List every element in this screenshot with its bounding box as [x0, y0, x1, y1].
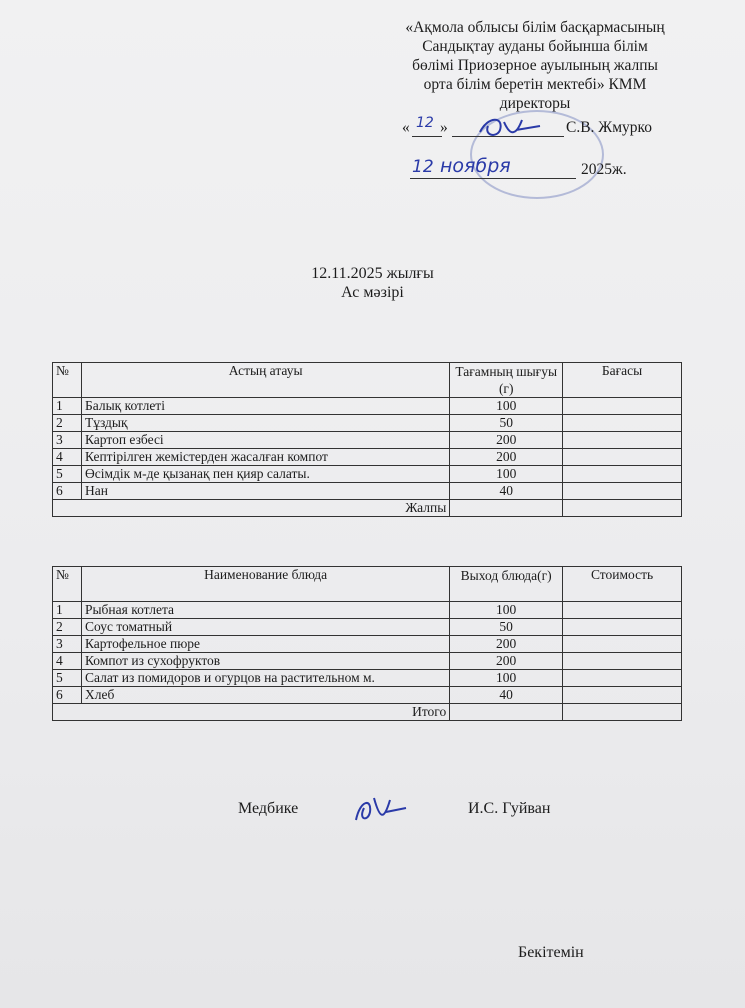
column-header: №	[53, 567, 82, 602]
dish-quantity: 100	[450, 670, 563, 687]
dish-quantity: 50	[450, 415, 563, 432]
total-label: Итого	[53, 704, 450, 721]
row-number: 5	[53, 466, 82, 483]
dish-name: Кептірілген жемістерден жасалған компот	[81, 449, 449, 466]
dish-price	[563, 483, 682, 500]
table-row	[53, 398, 682, 415]
dish-quantity: 200	[450, 449, 563, 466]
dish-name: Компот из сухофруктов	[81, 653, 449, 670]
total-quantity	[450, 704, 563, 721]
total-price	[563, 500, 682, 517]
column-header: №	[53, 363, 82, 398]
table-row	[53, 653, 682, 670]
dish-quantity: 200	[450, 653, 563, 670]
table-row	[53, 602, 682, 619]
dish-price	[563, 466, 682, 483]
table-row	[53, 415, 682, 432]
dish-name: Картоп езбесі	[81, 432, 449, 449]
dish-quantity: 40	[450, 483, 563, 500]
column-header: Выход блюда(г)	[450, 567, 563, 602]
approval-line: бөлімі Приозерное ауылының жалпы	[412, 57, 658, 74]
approval-line: орта білім беретін мектебі» КММ	[423, 76, 647, 93]
year-suffix: 2025ж.	[581, 161, 627, 178]
approval-footer: Бекітемін	[518, 944, 584, 961]
approval-line: «Ақмола облысы білім басқармасының	[405, 19, 665, 36]
column-header: Наименование блюда	[81, 567, 449, 602]
row-number: 1	[53, 602, 82, 619]
dish-name: Салат из помидоров и огурцов на растительном м.	[81, 670, 449, 687]
table-row	[53, 432, 682, 449]
dish-name: Картофельное пюре	[81, 636, 449, 653]
row-number: 3	[53, 636, 82, 653]
nurse-signature-image	[350, 790, 410, 830]
dish-price	[563, 415, 682, 432]
dish-price	[563, 449, 682, 466]
table-row	[53, 449, 682, 466]
row-number: 2	[53, 415, 82, 432]
dish-price	[563, 619, 682, 636]
dish-price	[563, 653, 682, 670]
row-number: 3	[53, 432, 82, 449]
approval-line: директоры	[499, 95, 571, 112]
column-header: Стоимость	[563, 567, 682, 602]
handwritten-day: 12	[416, 115, 434, 131]
handwritten-date-month: ноября	[440, 155, 511, 177]
dish-name: Өсімдік м-де қызанақ пен қияр салаты.	[81, 466, 449, 483]
row-number: 6	[53, 483, 82, 500]
signer-name: И.С. Гуйван	[468, 800, 551, 817]
signer-role: Медбике	[238, 800, 299, 817]
handwritten-date-day: 12	[412, 157, 434, 177]
dish-name: Тұздық	[81, 415, 449, 432]
dish-name: Соус томатный	[81, 619, 449, 636]
dish-name: Балық котлеті	[81, 398, 449, 415]
row-number: 6	[53, 687, 82, 704]
table-header-row	[53, 363, 682, 398]
row-number: 4	[53, 449, 82, 466]
date-underline	[410, 178, 576, 179]
column-header: Тағамның шығуы (г)	[450, 363, 563, 398]
column-header: Астың атауы	[81, 363, 449, 398]
menu-table-kz	[52, 362, 682, 517]
dish-name: Хлеб	[81, 687, 449, 704]
dish-quantity: 50	[450, 619, 563, 636]
dish-price	[563, 636, 682, 653]
approval-block	[385, 18, 685, 113]
underline	[412, 136, 442, 137]
dish-price	[563, 432, 682, 449]
dish-price	[563, 602, 682, 619]
total-quantity	[450, 500, 563, 517]
dish-price	[563, 670, 682, 687]
table-row	[53, 687, 682, 704]
menu-table-ru	[52, 566, 682, 721]
quote-open: «	[402, 119, 410, 136]
table-total-row	[53, 500, 682, 517]
column-header: Бағасы	[563, 363, 682, 398]
dish-price	[563, 398, 682, 415]
table-row	[53, 466, 682, 483]
menu-date: 12.11.2025 жылғы	[311, 265, 434, 282]
dish-quantity: 200	[450, 636, 563, 653]
dish-name: Рыбная котлета	[81, 602, 449, 619]
dish-quantity: 100	[450, 398, 563, 415]
table-row	[53, 619, 682, 636]
dish-quantity: 100	[450, 466, 563, 483]
dish-quantity: 200	[450, 432, 563, 449]
total-label: Жалпы	[53, 500, 450, 517]
dish-quantity: 40	[450, 687, 563, 704]
row-number: 1	[53, 398, 82, 415]
table-total-row	[53, 704, 682, 721]
menu-title: Ас мәзірі	[341, 284, 404, 301]
table-row	[53, 636, 682, 653]
dish-name: Нан	[81, 483, 449, 500]
table-row	[53, 483, 682, 500]
row-number: 2	[53, 619, 82, 636]
table-row	[53, 670, 682, 687]
dish-quantity: 100	[450, 602, 563, 619]
table-header-row	[53, 567, 682, 602]
row-number: 5	[53, 670, 82, 687]
quote-close: »	[440, 119, 448, 136]
director-name: С.В. Жмурко	[566, 119, 652, 136]
dish-price	[563, 687, 682, 704]
director-signature-image	[470, 112, 550, 142]
total-price	[563, 704, 682, 721]
approval-line: Сандықтау ауданы бойынша білім	[422, 38, 648, 55]
row-number: 4	[53, 653, 82, 670]
